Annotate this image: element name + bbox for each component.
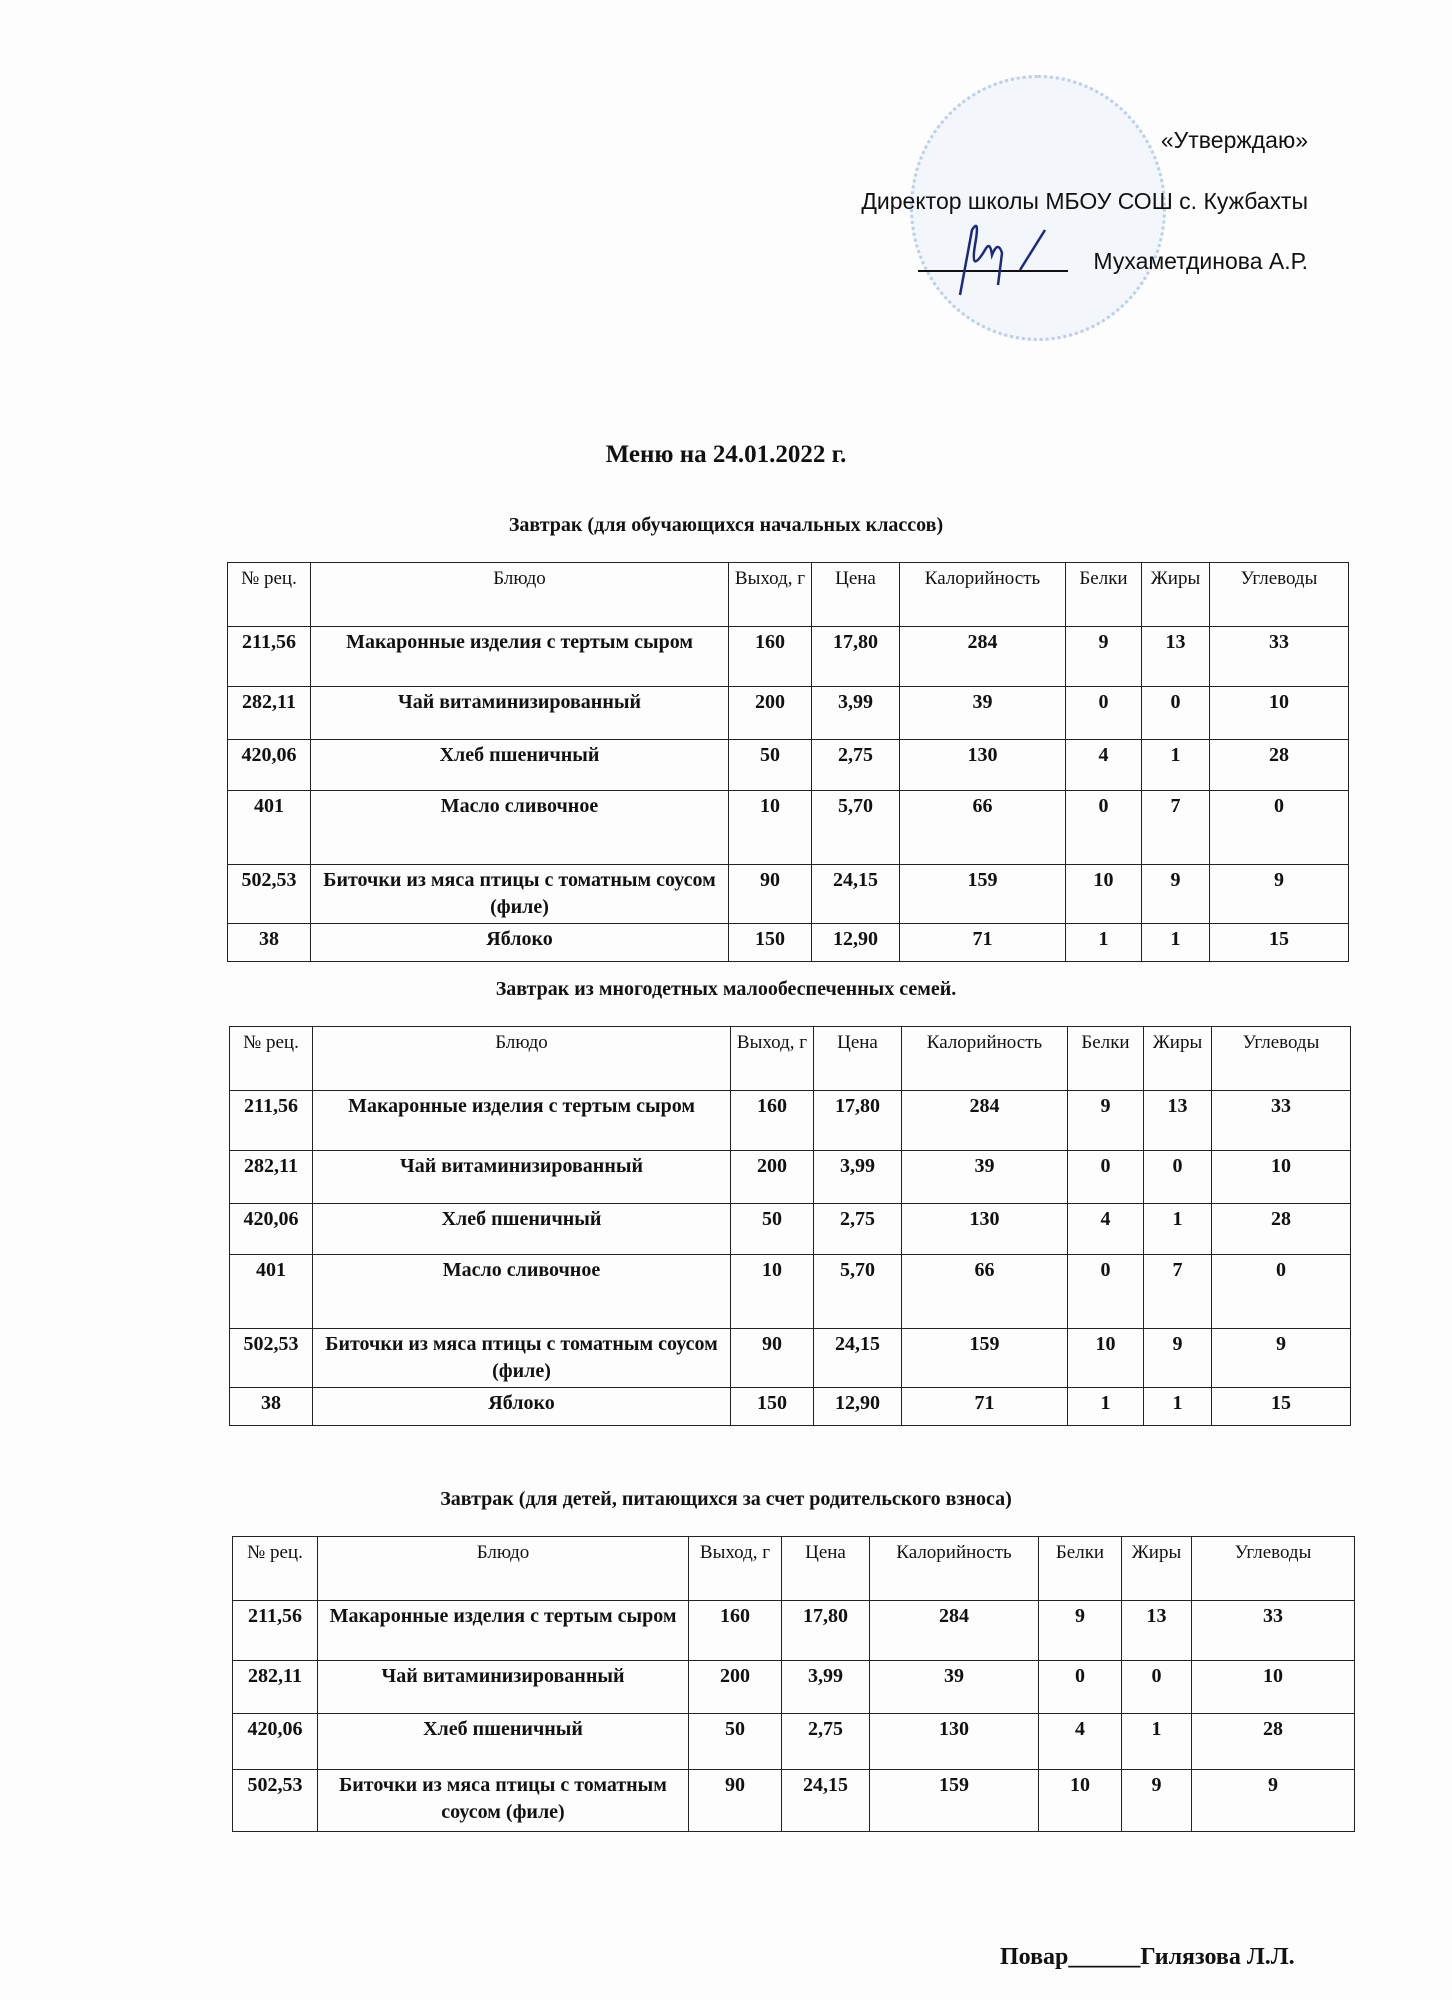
table-cell: 2,75 bbox=[782, 1714, 870, 1770]
table-cell: 28 bbox=[1192, 1714, 1355, 1770]
table-cell: 24,15 bbox=[782, 1770, 870, 1832]
table-cell: Хлеб пшеничный bbox=[311, 740, 729, 791]
table-cell: 0 bbox=[1210, 791, 1349, 865]
column-header: Блюдо bbox=[313, 1027, 731, 1091]
section-heading: Завтрак (для детей, питающихся за счет родительского взноса) bbox=[440, 1488, 1012, 1510]
table-cell: Хлеб пшеничный bbox=[318, 1714, 689, 1770]
table-row bbox=[230, 1151, 1351, 1204]
table-cell: 200 bbox=[729, 687, 812, 740]
table-cell: 71 bbox=[902, 1388, 1068, 1426]
table-row bbox=[228, 740, 1349, 791]
table-cell: 4 bbox=[1068, 1204, 1144, 1255]
table-cell: 12,90 bbox=[814, 1388, 902, 1426]
section-heading: Завтрак из многодетных малообеспеченных семей. bbox=[495, 978, 957, 1000]
menu-sections bbox=[0, 512, 1452, 1832]
table-cell: 150 bbox=[729, 924, 812, 962]
menu-section bbox=[0, 512, 1452, 962]
table-row bbox=[233, 1714, 1355, 1770]
table-cell: 9 bbox=[1122, 1770, 1192, 1832]
table-row bbox=[228, 687, 1349, 740]
column-header: Углеводы bbox=[1212, 1027, 1351, 1091]
table-cell: Чай витаминизированный bbox=[313, 1151, 731, 1204]
column-header: Блюдо bbox=[318, 1537, 689, 1601]
table-row bbox=[230, 1204, 1351, 1255]
table-cell: 5,70 bbox=[812, 791, 900, 865]
table-cell: 200 bbox=[731, 1151, 814, 1204]
column-header: Выход, г bbox=[729, 563, 812, 627]
approval-block bbox=[0, 120, 1452, 290]
table-cell: 10 bbox=[1066, 865, 1142, 924]
column-header: Цена bbox=[814, 1027, 902, 1091]
table-cell: Масло сливочное bbox=[313, 1255, 731, 1329]
table-row bbox=[228, 791, 1349, 865]
table-cell: 130 bbox=[902, 1204, 1068, 1255]
table-cell: 401 bbox=[230, 1255, 313, 1329]
table-cell: 1 bbox=[1122, 1714, 1192, 1770]
table-cell: Хлеб пшеничный bbox=[313, 1204, 731, 1255]
table-cell: 9 bbox=[1142, 865, 1210, 924]
table-cell: 420,06 bbox=[233, 1714, 318, 1770]
column-header: № рец. bbox=[228, 563, 311, 627]
table-cell: 90 bbox=[689, 1770, 782, 1832]
table-cell: 3,99 bbox=[812, 687, 900, 740]
table-cell: 4 bbox=[1066, 740, 1142, 791]
table-cell: 39 bbox=[900, 687, 1066, 740]
table-cell: 159 bbox=[902, 1329, 1068, 1388]
table-cell: 50 bbox=[731, 1204, 814, 1255]
table-header-row bbox=[228, 563, 1349, 627]
table-row bbox=[233, 1661, 1355, 1714]
table-cell: 90 bbox=[731, 1329, 814, 1388]
table-cell: 502,53 bbox=[230, 1329, 313, 1388]
table-cell: 0 bbox=[1068, 1255, 1144, 1329]
column-header: Углеводы bbox=[1192, 1537, 1355, 1601]
table-cell: 0 bbox=[1142, 687, 1210, 740]
table-cell: 160 bbox=[729, 627, 812, 687]
table-cell: Биточки из мяса птицы с томатным соусом (филе) bbox=[311, 865, 729, 924]
table-cell: 282,11 bbox=[233, 1661, 318, 1714]
table-cell: Биточки из мяса птицы с томатным соусом (филе) bbox=[318, 1770, 689, 1832]
table-cell: 10 bbox=[1068, 1329, 1144, 1388]
table-cell: 0 bbox=[1212, 1255, 1351, 1329]
column-header: Выход, г bbox=[731, 1027, 814, 1091]
table-cell: 284 bbox=[902, 1091, 1068, 1151]
column-header: Цена bbox=[782, 1537, 870, 1601]
table-cell: 502,53 bbox=[228, 865, 311, 924]
column-header: Блюдо bbox=[311, 563, 729, 627]
table-cell: 9 bbox=[1210, 865, 1349, 924]
table-cell: 39 bbox=[870, 1661, 1039, 1714]
table-cell: 28 bbox=[1212, 1204, 1351, 1255]
section-heading: Завтрак (для обучающихся начальных классов) bbox=[508, 514, 944, 536]
table-row bbox=[228, 924, 1349, 962]
table-cell: 9 bbox=[1192, 1770, 1355, 1832]
table-cell: 211,56 bbox=[230, 1091, 313, 1151]
table-cell: 10 bbox=[731, 1255, 814, 1329]
table-cell: 10 bbox=[1192, 1661, 1355, 1714]
table-cell: 9 bbox=[1212, 1329, 1351, 1388]
table-cell: 10 bbox=[729, 791, 812, 865]
table-cell: 28 bbox=[1210, 740, 1349, 791]
table-cell: 0 bbox=[1068, 1151, 1144, 1204]
page-title: Меню на 24.01.2022 г. bbox=[605, 441, 847, 468]
table-cell: 66 bbox=[900, 791, 1066, 865]
table-cell: 1 bbox=[1144, 1388, 1212, 1426]
table-cell: 2,75 bbox=[812, 740, 900, 791]
table-header-row bbox=[230, 1027, 1351, 1091]
table-cell: 1 bbox=[1142, 740, 1210, 791]
table-cell: 9 bbox=[1144, 1329, 1212, 1388]
table-cell: 160 bbox=[689, 1601, 782, 1661]
table-cell: 17,80 bbox=[812, 627, 900, 687]
table-cell: 1 bbox=[1068, 1388, 1144, 1426]
table-cell: 33 bbox=[1210, 627, 1349, 687]
table-cell: Масло сливочное bbox=[311, 791, 729, 865]
director-name: Мухаметдинова А.Р. bbox=[1093, 248, 1308, 274]
table-cell: Чай витаминизированный bbox=[311, 687, 729, 740]
table-cell: 211,56 bbox=[228, 627, 311, 687]
table-row bbox=[230, 1091, 1351, 1151]
column-header: № рец. bbox=[230, 1027, 313, 1091]
table-row bbox=[230, 1329, 1351, 1388]
table-cell: 13 bbox=[1142, 627, 1210, 687]
table-cell: 0 bbox=[1144, 1151, 1212, 1204]
table-cell: 1 bbox=[1142, 924, 1210, 962]
table-cell: 50 bbox=[689, 1714, 782, 1770]
cook-name: Гилязова Л.Л. bbox=[1140, 1944, 1295, 1970]
table-cell: 7 bbox=[1142, 791, 1210, 865]
table-cell: 39 bbox=[902, 1151, 1068, 1204]
table-cell: 50 bbox=[729, 740, 812, 791]
table-cell: 13 bbox=[1122, 1601, 1192, 1661]
table-cell: 284 bbox=[870, 1601, 1039, 1661]
table-cell: 0 bbox=[1066, 791, 1142, 865]
column-header: Жиры bbox=[1142, 563, 1210, 627]
menu-table bbox=[229, 1026, 1351, 1426]
table-row bbox=[230, 1388, 1351, 1426]
table-row bbox=[233, 1770, 1355, 1832]
table-cell: 7 bbox=[1144, 1255, 1212, 1329]
column-header: Калорийность bbox=[902, 1027, 1068, 1091]
table-cell: 9 bbox=[1066, 627, 1142, 687]
table-header-row bbox=[233, 1537, 1355, 1601]
table-cell: 15 bbox=[1210, 924, 1349, 962]
table-cell: 284 bbox=[900, 627, 1066, 687]
table-cell: Макаронные изделия с тертым сыром bbox=[313, 1091, 731, 1151]
menu-table bbox=[232, 1536, 1355, 1832]
table-cell: 24,15 bbox=[812, 865, 900, 924]
table-cell: 10 bbox=[1210, 687, 1349, 740]
menu-section bbox=[0, 1486, 1452, 1832]
table-cell: 130 bbox=[870, 1714, 1039, 1770]
column-header: Углеводы bbox=[1210, 563, 1349, 627]
table-cell: 66 bbox=[902, 1255, 1068, 1329]
table-cell: 1 bbox=[1144, 1204, 1212, 1255]
table-cell: 160 bbox=[731, 1091, 814, 1151]
table-cell: 4 bbox=[1039, 1714, 1122, 1770]
table-cell: 0 bbox=[1039, 1661, 1122, 1714]
cook-signature bbox=[1000, 1942, 1452, 1972]
director-position: Директор школы МБОУ СОШ с. Кужбахты bbox=[861, 188, 1308, 214]
table-cell: 130 bbox=[900, 740, 1066, 791]
table-cell: 211,56 bbox=[233, 1601, 318, 1661]
signature-icon bbox=[920, 215, 1060, 305]
table-cell: 200 bbox=[689, 1661, 782, 1714]
table-cell: 10 bbox=[1212, 1151, 1351, 1204]
cook-sign-line: ______ bbox=[1068, 1944, 1141, 1970]
table-cell: 71 bbox=[900, 924, 1066, 962]
table-cell: 401 bbox=[228, 791, 311, 865]
table-cell: 150 bbox=[731, 1388, 814, 1426]
table-cell: 282,11 bbox=[228, 687, 311, 740]
table-cell: 282,11 bbox=[230, 1151, 313, 1204]
table-cell: 38 bbox=[230, 1388, 313, 1426]
table-cell: 9 bbox=[1039, 1601, 1122, 1661]
table-cell: Яблоко bbox=[313, 1388, 731, 1426]
table-cell: 13 bbox=[1144, 1091, 1212, 1151]
table-cell: 90 bbox=[729, 865, 812, 924]
column-header: Калорийность bbox=[870, 1537, 1039, 1601]
table-cell: 33 bbox=[1212, 1091, 1351, 1151]
table-cell: 12,90 bbox=[812, 924, 900, 962]
table-cell: Яблоко bbox=[311, 924, 729, 962]
table-cell: 2,75 bbox=[814, 1204, 902, 1255]
table-cell: 5,70 bbox=[814, 1255, 902, 1329]
column-header: Цена bbox=[812, 563, 900, 627]
table-cell: 159 bbox=[900, 865, 1066, 924]
table-cell: 17,80 bbox=[782, 1601, 870, 1661]
column-header: Белки bbox=[1039, 1537, 1122, 1601]
table-row bbox=[228, 865, 1349, 924]
table-cell: 9 bbox=[1068, 1091, 1144, 1151]
column-header: Калорийность bbox=[900, 563, 1066, 627]
table-cell: 0 bbox=[1066, 687, 1142, 740]
approval-label: «Утверждаю» bbox=[1160, 127, 1308, 153]
table-cell: Биточки из мяса птицы с томатным соусом (филе) bbox=[313, 1329, 731, 1388]
column-header: № рец. bbox=[233, 1537, 318, 1601]
table-cell: 24,15 bbox=[814, 1329, 902, 1388]
table-cell: Макаронные изделия с тертым сыром bbox=[318, 1601, 689, 1661]
table-cell: 0 bbox=[1122, 1661, 1192, 1714]
column-header: Выход, г bbox=[689, 1537, 782, 1601]
column-header: Белки bbox=[1066, 563, 1142, 627]
menu-table bbox=[227, 562, 1349, 962]
table-cell: 3,99 bbox=[814, 1151, 902, 1204]
table-cell: 420,06 bbox=[228, 740, 311, 791]
table-cell: Чай витаминизированный bbox=[318, 1661, 689, 1714]
column-header: Белки bbox=[1068, 1027, 1144, 1091]
table-cell: 1 bbox=[1066, 924, 1142, 962]
table-cell: 17,80 bbox=[814, 1091, 902, 1151]
cook-label: Повар bbox=[1000, 1944, 1069, 1970]
column-header: Жиры bbox=[1122, 1537, 1192, 1601]
table-cell: 159 bbox=[870, 1770, 1039, 1832]
table-cell: 3,99 bbox=[782, 1661, 870, 1714]
table-cell: 502,53 bbox=[233, 1770, 318, 1832]
table-cell: 10 bbox=[1039, 1770, 1122, 1832]
column-header: Жиры bbox=[1144, 1027, 1212, 1091]
table-cell: 38 bbox=[228, 924, 311, 962]
menu-section bbox=[0, 976, 1452, 1426]
table-cell: 33 bbox=[1192, 1601, 1355, 1661]
table-cell: 15 bbox=[1212, 1388, 1351, 1426]
table-cell: 420,06 bbox=[230, 1204, 313, 1255]
table-row bbox=[228, 627, 1349, 687]
table-cell: Макаронные изделия с тертым сыром bbox=[311, 627, 729, 687]
table-row bbox=[233, 1601, 1355, 1661]
table-row bbox=[230, 1255, 1351, 1329]
